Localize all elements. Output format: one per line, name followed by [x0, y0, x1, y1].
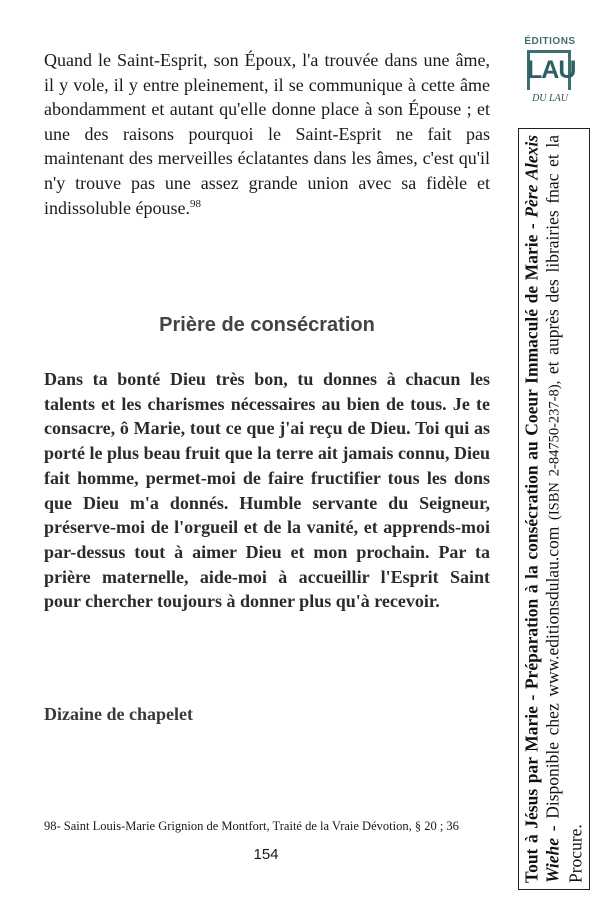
side-band-isbn: (ISBN 2-84750-237-8),: [546, 380, 563, 520]
side-band-title: Tout à Jésus par Marie - Préparation à la consécration au Coeur Immaculé de Marie -: [521, 223, 542, 883]
logo-main-text: LAU: [527, 56, 576, 84]
publisher-logo: [520, 36, 580, 108]
prayer-paragraph: Dans ta bonté Dieu très bon, tu donnes à chacun les talents et les charismes nécessaires au bien de tous. Je te consacre, ô Marie, tout ce que j'ai reçu de Dieu. Toi qui as porté le plus beau fruit que la terre ait jamais connu, Dieu fait homme, permet-moi de faire fructifier tous les dons que Dieu m'a donnés. Humble servante du Seigneur, préserve-moi de l'orgueil et de la vanité, et apprends-moi par-dessus tout à aimer Dieu et mon prochain. Par ta prière maternelle, aide-moi à accueillir l'Esprit Saint pour chercher toujours à donner plus qu'à recevoir.: [44, 369, 490, 612]
logo-top-text: ÉDITIONS: [524, 36, 576, 47]
intro-text: Quand le Saint-Esprit, son Époux, l'a trouvée dans une âme, il y vole, il y entre pleinement, il se communique à cette âme abondamment et autant qu'elle donne place à son Épouse ; et une des raisons pourquoi le Saint-Esprit ne fait pas maintenant des merveilles éclatantes dans les âmes, c'est qu'il n'y trouve pas une assez grande union avec sa fidèle et indissoluble épouse.: [44, 50, 490, 218]
side-band-text: [522, 131, 587, 887]
footnote-reference: 98: [190, 197, 201, 210]
side-band-author: Père Alexis Wiehe: [521, 134, 563, 883]
side-band: [518, 128, 590, 890]
logo-bottom-text: DU LAU: [532, 93, 568, 104]
page-number: 154: [253, 846, 279, 863]
intro-paragraph: [44, 48, 490, 220]
footnote: 98- Saint Louis-Marie Grignion de Montfort, Traité de la Vraie Dévotion, § 20 ; 36: [44, 819, 459, 833]
prayer-title: Prière de consécration: [159, 314, 375, 336]
side-band-rest: et auprès des librairies fnac et la Procure.: [542, 134, 586, 883]
dizaine-heading: Dizaine de chapelet: [44, 704, 193, 724]
side-band-available: - Disponible chez www.editionsdulau.com: [542, 526, 563, 832]
